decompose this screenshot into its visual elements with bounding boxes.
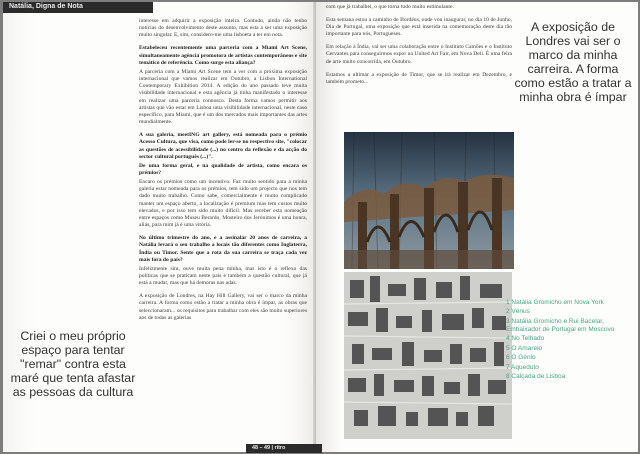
caption-item: 2 Vénus	[506, 308, 530, 316]
interview-answer: interesse em adquirir a exposição inteira. Contudo, ainda não tenho notícias do desenvolvimento deste assunto, mas esta a ser uma exposição muito singular. E, sim, considero-me uma lisboeta a ter em nota.	[139, 18, 307, 39]
caption-item: 8 Calçada de Lisboa	[506, 372, 566, 380]
caption-item: 5 O Amarelo	[506, 344, 543, 352]
aqueduct-painting-art	[344, 132, 514, 269]
pavement-painting-art	[344, 272, 512, 439]
left-page	[3, 2, 316, 452]
caption-item: 7 Aqueduto	[506, 363, 539, 371]
caption-item: 3 Natália Gromicho e Rui Bacelar, Embaixador de Portugal em Moscovo	[506, 317, 615, 333]
interview-answer: A parceria com a Miami Art Scene tem a ver com a próxima exposição internacional que vamos realizar em Outubro, a Lisbon International Contemporary Exhibition 2014. A edição do ano passado teve muita visibilidade internacional e esta agência já tinha manifestado o interesse em realizar uma parceria connosco. Desta forma vamos permitir aos artistas que vão estar em Lisboa uma visibilidade internacional, neste caso específico, para Miami, que é um dos mercados mais importantes das artes mundialmente.	[139, 68, 307, 126]
caption-item: 6 O Génio	[506, 354, 536, 362]
photo-captions	[506, 299, 636, 382]
footer-separator: |	[271, 445, 275, 451]
left-pull-quote: Criei o meu próprio espaço para tentar "remar" contra esta maré que tenta afastar as pessoas da cultura	[10, 329, 136, 399]
footer-page-numbers	[252, 445, 285, 451]
caption-item: 4 No Telhado	[506, 335, 545, 343]
header-title: Natália, Digna de Nota	[9, 3, 83, 10]
caption-item: 1 Natália Gromicho em Nova York	[506, 299, 604, 306]
interview-question: No último trimestre do ano, e a assinalar 20 anos de carreira, a Natália levará o seu trabalho a locais tão diferentes como Inglaterra, Índia ou Timor. Sente que a rota da sua carreira se traça cada vez mais fora do país?	[139, 235, 307, 263]
interview-answer: com que já trabalhei, o que torna tudo muito estimulante.	[326, 4, 454, 10]
interview-answer: Em relação à Índia, vai ser uma colaboração entre o Instituto Camões e o Instituto Cervantes para conseguirmos expor na United Art Fair, em Nova Deli. É uma feira de arte muito concorrida, em Outubro.	[326, 44, 512, 65]
page-numbers: 48 – 49	[252, 445, 270, 451]
interview-answer: Infelizmente sim, ouve muita pena minha, mas isto é o reflexo das políticas que se praticam neste país e também a questão cultural, que já está a mudar, mas que há demoras nas adas.	[139, 265, 307, 287]
footer-brand: ritro	[274, 445, 286, 451]
interview-question: De uma forma geral, e na qualidade de artista, como encara os prémios?	[139, 162, 307, 176]
interview-question: A sua galeria, meetING art gallery, está nomeada para o prémio Acesso Cultura, que visa, como pode ler-se no respectivo site, "colocar as questões de acessibilidade (...) no centro da reflexão e da acção do sector cultural português (...)".	[139, 132, 307, 160]
interview-answer: Estamos a ultimar a exposição de Timor, que se irá realizar em Dezembro, e também prometo...	[326, 71, 512, 85]
right-pull-quote: A exposição de Londres vai ser o marco da minha carreira. A forma como estão a tratar a minha obra é ímpar	[514, 20, 632, 104]
right-article-column	[326, 4, 512, 92]
right-page	[316, 2, 638, 452]
lisbon-pavement-painting-image	[344, 272, 512, 439]
aqueduct-painting-image	[344, 132, 514, 269]
interview-answer: Esta semana estou a caminho de Bordéus, onde vou inaugurar, no dia 10 de Junho, Dia de Portugal, uma exposição que está inserida na comemoração deste dia tão importante para nós, Portugueses.	[326, 17, 512, 38]
interview-answer: Encaro os prémios como um incentivo. Faz muito sentido para a minha galeria estar nomeada para os prémios, tem sido um projecto que nos tem dado muito trabalho. Como sabe, comercialmente é muito complicado manter um espaço aberto, a localização é premium mas tem custos muito elevados, e por isso tem sido muito difícil. Mas receber esta nomeação entre espaços como Museu Berardo, Mosteiro dos Jerónimos é uma honra, aliás, para mim já é uma vitória.	[139, 179, 307, 229]
interview-question: Estabeleceu recentemente uma parceria com a Miami Art Scene, simultaneamente agência promotora de artistas contemporâneos e site temático de referência. Como surge esta aliança?	[139, 45, 307, 66]
interview-answer: A exposição de Londres, na Hay Hill Gallery, vai ser o marco da minha carreira. A forma como estão a tratar a minha obra é ímpar, as obras que seleccionaram... os requisitos para trabalhar com eles são muito superiores aos de todas as galerias	[139, 293, 307, 321]
left-article-column	[139, 18, 307, 328]
